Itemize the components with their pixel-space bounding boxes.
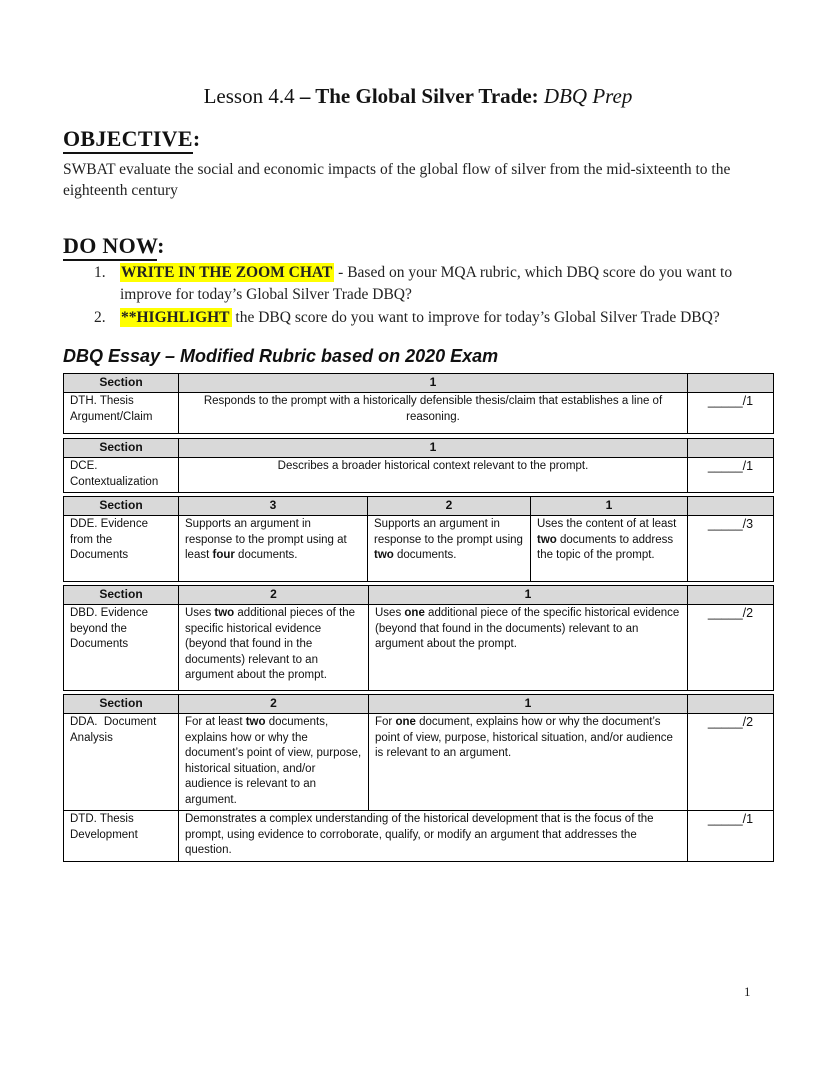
score-header-cell: 1 — [531, 497, 688, 516]
criterion-description: For at least two documents, explains how or why the document’s point of view, purpose, historical situation, and/or audience is relevant to an argument. — [179, 714, 369, 811]
table-row — [64, 516, 774, 582]
do-now-heading-text: DO NOW — [63, 233, 157, 261]
score-header-cell: 2 — [179, 695, 369, 714]
do-now-item-2-text — [120, 307, 720, 329]
objective-heading-text: OBJECTIVE — [63, 126, 193, 154]
section-header-cell: Section — [64, 497, 179, 516]
page-number: 1 — [744, 984, 751, 999]
do-now-item-1 — [63, 262, 773, 306]
criterion-label: DTH. Thesis Argument/Claim — [64, 393, 179, 434]
objective-heading — [63, 126, 773, 152]
table-row — [64, 458, 774, 493]
rubric-heading: DBQ Essay – Modified Rubric based on 2020 Exam — [63, 346, 499, 366]
table-header-row — [64, 695, 774, 714]
criterion-label: DCE. Contextualization — [64, 458, 179, 493]
score-blank: _____/3 — [688, 516, 774, 582]
table-header-row — [64, 586, 774, 605]
do-now-list — [63, 262, 773, 329]
points-header-cell — [688, 439, 774, 458]
list-number: 1. — [94, 264, 106, 281]
criterion-description: Describes a broader historical context relevant to the prompt. — [179, 458, 688, 493]
score-header-cell: 3 — [179, 497, 368, 516]
score-header-cell: 2 — [179, 586, 369, 605]
score-header-cell: 2 — [368, 497, 531, 516]
score-blank: _____/1 — [688, 811, 774, 862]
criterion-description: Uses one additional piece of the specific historical evidence (beyond that found in the documents) relevant to an argument about the prompt. — [369, 605, 688, 691]
table-row — [64, 393, 774, 434]
table-header-row — [64, 497, 774, 516]
list-number: 2. — [94, 309, 106, 326]
rubric-table-dce — [63, 438, 774, 493]
section-header-cell: Section — [64, 374, 179, 393]
do-now-item-1-text — [120, 262, 768, 306]
lesson-title — [63, 84, 773, 109]
criterion-description: Uses two additional pieces of the specific historical evidence (beyond that found in the documents) relevant to an argument about the prompt. — [179, 605, 369, 691]
score-header-cell: 1 — [369, 695, 688, 714]
points-header-cell — [688, 374, 774, 393]
do-now-heading-colon: : — [157, 233, 165, 258]
points-header-cell — [688, 497, 774, 516]
table-row — [64, 605, 774, 691]
score-header-cell: 1 — [179, 374, 688, 393]
rubric-table-dde — [63, 496, 774, 582]
section-header-cell: Section — [64, 695, 179, 714]
score-blank: _____/2 — [688, 605, 774, 691]
section-header-cell: Section — [64, 439, 179, 458]
points-header-cell — [688, 586, 774, 605]
criterion-label: DTD. Thesis Development — [64, 811, 179, 862]
criterion-description: Supports an argument in response to the prompt using two documents. — [368, 516, 531, 582]
criterion-label: DDE. Evidence from the Documents — [64, 516, 179, 582]
table-row — [64, 714, 774, 811]
criterion-description: For one document, explains how or why the document’s point of view, purpose, historical situation, and/or audience is relevant to an argument. — [369, 714, 688, 811]
score-header-cell: 1 — [179, 439, 688, 458]
do-now-heading — [63, 233, 773, 259]
score-header-cell: 1 — [369, 586, 688, 605]
criterion-label: DBD. Evidence beyond the Documents — [64, 605, 179, 691]
section-header-cell: Section — [64, 586, 179, 605]
rubric-table-dda-dtd — [63, 694, 774, 862]
lesson-title-regular: Lesson 4.4 — [203, 84, 300, 108]
score-blank: _____/1 — [688, 393, 774, 434]
rubric-table-dbd — [63, 585, 774, 691]
criterion-label: DDA. Document Analysis — [64, 714, 179, 811]
criterion-description: Uses the content of at least two documents to address the topic of the prompt. — [531, 516, 688, 582]
objective-body: SWBAT evaluate the social and economic impacts of the global flow of silver from the mid-sixteenth to the eighteenth century — [63, 161, 731, 199]
table-row — [64, 811, 774, 862]
lesson-title-subtitle: DBQ Prep — [538, 84, 633, 108]
score-blank: _____/2 — [688, 714, 774, 811]
criterion-description: Supports an argument in response to the prompt using at least four documents. — [179, 516, 368, 582]
lesson-title-bold: – The Global Silver Trade: — [299, 84, 539, 108]
do-now-item-2-rest: the DBQ score do you want to improve for today’s Global Silver Trade DBQ? — [231, 309, 720, 326]
criterion-description: Demonstrates a complex understanding of the historical development that is the focus of the prompt, using evidence to corroborate, qualify, or modify an argument that addresses the question. — [179, 811, 688, 862]
highlighted-text: **HIGHLIGHT — [121, 309, 230, 326]
rubric-table-dth — [63, 373, 774, 434]
highlighted-text: WRITE IN THE ZOOM CHAT — [121, 264, 333, 281]
do-now-item-1-rest: - Based on your MQA rubric, which DBQ score do you want to improve for today’s Global Silver Trade DBQ? — [120, 264, 733, 303]
do-now-item-2 — [63, 307, 773, 329]
criterion-description: Responds to the prompt with a historically defensible thesis/claim that establishes a line of reasoning. — [179, 393, 688, 434]
objective-heading-colon: : — [192, 126, 201, 151]
points-header-cell — [688, 695, 774, 714]
table-header-row — [64, 374, 774, 393]
score-blank: _____/1 — [688, 458, 774, 493]
table-header-row — [64, 439, 774, 458]
